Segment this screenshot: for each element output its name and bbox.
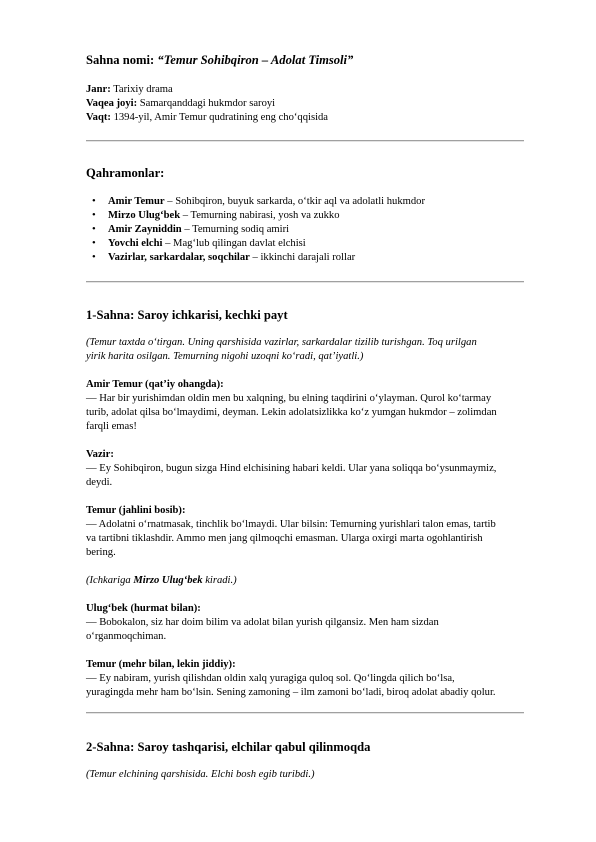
stage-direction	[86, 336, 526, 349]
speaker-label	[86, 448, 526, 461]
dialogue-line: — Ey Sohibqiron, bugun sizga Hind elchisining habari keldi. Ular yana soliqqa bo‘ysunmaymiz,	[86, 463, 497, 474]
character-name: Yovchi elchi	[108, 238, 163, 249]
scene2-heading: 2-Sahna: Saroy tashqarisi, elchilar qabul qilinmoqda	[86, 740, 371, 754]
divider	[86, 281, 524, 283]
meta-time-label: Vaqt:	[86, 112, 111, 123]
bullet-icon: •	[92, 252, 96, 263]
speaker-name: Vazir:	[86, 449, 114, 460]
entering-character: Mirzo Ulug‘bek	[133, 575, 203, 586]
dialogue-line: turib, adolat qilsa bo‘lmaydimi, deyman. Lekin adolatsizlikka ko‘z yumgan hukmdor – zolimdan	[86, 407, 497, 418]
stage-direction	[86, 768, 526, 781]
character-desc: – Mag‘lub qilingan davlat elchisi	[162, 238, 306, 249]
meta-place-value: Samarqanddagi hukmdor saroyi	[139, 98, 276, 109]
scene-title	[86, 54, 526, 67]
character-name: Amir Zayniddin	[108, 224, 182, 235]
meta-genre-label: Janr:	[86, 84, 111, 95]
stage-direction-text: kiradi.)	[202, 575, 237, 586]
divider	[86, 140, 524, 142]
stage-direction-line: (Temur taxtda o‘tirgan. Uning qarshisida vazirlar, sarkardalar tizilib turishgan. Toq urilgan	[86, 337, 477, 348]
scene-title-value: “Temur Sohibqiron – Adolat Timsoli”	[157, 53, 354, 67]
dialogue-line: yuragingda mehr ham bo‘lsin. Sening zamoning – ilm zamoni bo‘ladi, biroq adolat abadiy qolur.	[86, 687, 496, 698]
speaker-label	[86, 378, 526, 391]
stage-direction-line: (Temur elchining qarshisida. Elchi bosh egib turibdi.)	[86, 769, 315, 780]
stage-direction-line: yirik harita osilgan. Temurning nigohi uzoqni ko‘radi, qat’iyatli.)	[86, 351, 364, 362]
bullet-icon: •	[92, 238, 96, 249]
meta-genre-value: Tarixiy drama	[113, 84, 173, 95]
scene1-heading: 1-Sahna: Saroy ichkarisi, kechki payt	[86, 308, 288, 322]
divider	[86, 712, 524, 714]
bullet-icon: •	[92, 224, 96, 235]
stage-direction	[86, 350, 526, 363]
characters-heading: Qahramonlar:	[86, 166, 165, 180]
character-name: Amir Temur	[108, 196, 165, 207]
dialogue-line: o‘rganmoqchiman.	[86, 631, 167, 642]
meta-time	[86, 111, 526, 124]
meta-place-label: Vaqea joyi:	[86, 98, 138, 109]
dialogue-line: bering.	[86, 547, 116, 558]
speaker-name: Temur (jahlini bosib):	[86, 505, 186, 516]
character-name: Vazirlar, sarkardalar, soqchilar	[108, 252, 250, 263]
meta-place	[86, 97, 526, 110]
dialogue-line: va tartibni tiklashdir. Ammo men jang qilmoqchi emasman. Ularga oxirgi marta ogohlantirish	[86, 533, 483, 544]
character-name: Mirzo Ulug‘bek	[108, 210, 181, 221]
stage-direction-text: (Ichkariga	[86, 575, 134, 586]
speaker-name: Temur (mehr bilan, lekin jiddiy):	[86, 659, 236, 670]
meta-time-value: 1394-yil, Amir Temur qudratining eng cho‘qqisida	[113, 112, 329, 123]
bullet-icon: •	[92, 196, 96, 207]
character-desc: – ikkinchi darajali rollar	[249, 252, 356, 263]
character-desc: – Temurning nabirasi, yosh va zukko	[180, 210, 340, 221]
dialogue-line: — Bobokalon, siz har doim bilim va adolat bilan yurish qilgansiz. Men ham sizdan	[86, 617, 439, 628]
meta-genre	[86, 83, 526, 96]
dialogue-line: — Adolatni o‘rnatmasak, tinchlik bo‘lmaydi. Ular bilsin: Temurning yurishlari talon emas, tartib	[86, 519, 496, 530]
dialogue-line: — Har bir yurishimdan oldin men bu xalqning, bu elning taqdirini o‘ylayman. Qurol ko‘tarmay	[86, 393, 492, 404]
speaker-label	[86, 504, 526, 517]
dialogue-line: — Ey nabiram, yurish qilishdan oldin xalq yuragiga quloq sol. Qo‘lingda qilich bo‘lsa,	[86, 673, 455, 684]
speaker-name: Amir Temur (qat’iy ohangda):	[86, 379, 224, 390]
scene-title-label: Sahna nomi:	[86, 53, 155, 67]
character-desc: – Sohibqiron, buyuk sarkarda, o‘tkir aql va adolatli hukmdor	[164, 196, 425, 207]
speaker-label	[86, 658, 526, 671]
speaker-name: Ulug‘bek (hurmat bilan):	[86, 603, 201, 614]
dialogue-line: deydi.	[86, 477, 113, 488]
speaker-label	[86, 602, 526, 615]
character-desc: – Temurning sodiq amiri	[181, 224, 290, 235]
bullet-icon: •	[92, 210, 96, 221]
dialogue-line: farqli emas!	[86, 421, 137, 432]
stage-direction	[86, 574, 526, 587]
